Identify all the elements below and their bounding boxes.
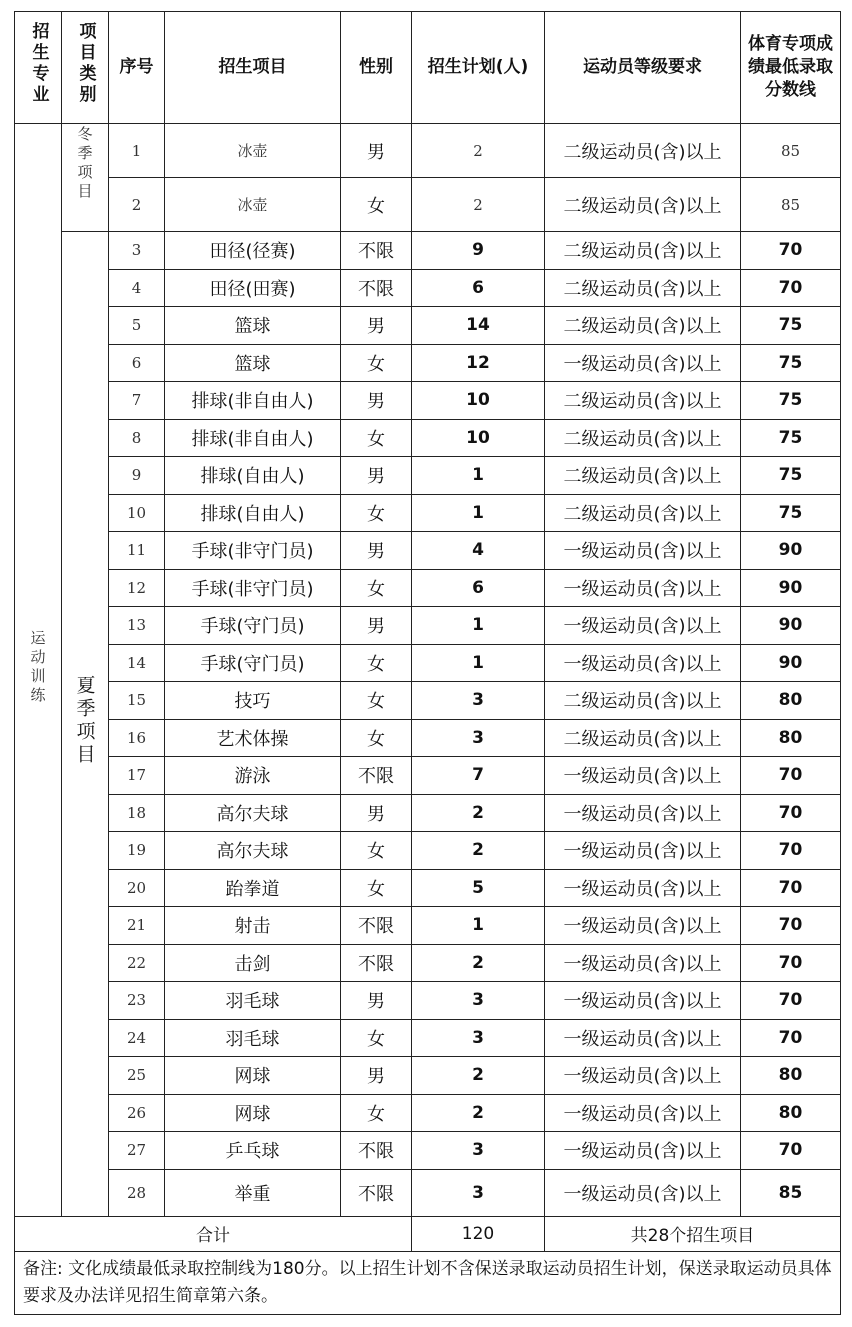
total-plan: 120 <box>412 1216 545 1251</box>
seq-cell: 26 <box>109 1094 165 1132</box>
project-cell: 篮球 <box>165 344 341 382</box>
header-category-label: 项目类别 <box>75 22 96 106</box>
plan-cell: 3 <box>412 982 545 1020</box>
seq-cell: 15 <box>109 682 165 720</box>
level-cell: 一级运动员(含)以上 <box>545 344 741 382</box>
level-cell: 二级运动员(含)以上 <box>545 232 741 270</box>
header-level: 运动员等级要求 <box>545 12 741 124</box>
header-plan: 招生计划(人) <box>412 12 545 124</box>
score-cell: 90 <box>741 569 841 607</box>
admission-plan-table <box>14 11 841 1315</box>
table-row <box>15 982 841 1020</box>
seq-cell: 5 <box>109 307 165 345</box>
gender-cell: 不限 <box>341 269 412 307</box>
seq-cell: 4 <box>109 269 165 307</box>
table-row <box>15 682 841 720</box>
major-cell <box>15 124 62 1217</box>
seq-cell: 3 <box>109 232 165 270</box>
header-major-label: 招生专业 <box>28 22 49 106</box>
major-label: 运动训练 <box>28 629 47 706</box>
score-cell: 80 <box>741 1057 841 1095</box>
gender-cell: 女 <box>341 832 412 870</box>
seq-cell: 21 <box>109 907 165 945</box>
table-row <box>15 869 841 907</box>
level-cell: 二级运动员(含)以上 <box>545 419 741 457</box>
table-row <box>15 1057 841 1095</box>
plan-cell: 7 <box>412 757 545 795</box>
score-cell: 75 <box>741 307 841 345</box>
plan-cell: 5 <box>412 869 545 907</box>
project-cell: 篮球 <box>165 307 341 345</box>
project-cell: 手球(非守门员) <box>165 532 341 570</box>
plan-cell: 2 <box>412 124 545 178</box>
gender-cell: 女 <box>341 344 412 382</box>
table-row <box>15 232 841 270</box>
table-row <box>15 832 841 870</box>
gender-cell: 女 <box>341 494 412 532</box>
note-row <box>15 1251 841 1314</box>
level-cell: 一级运动员(含)以上 <box>545 1132 741 1170</box>
seq-cell: 1 <box>109 124 165 178</box>
table-row <box>15 1169 841 1216</box>
level-cell: 一级运动员(含)以上 <box>545 1057 741 1095</box>
level-cell: 二级运动员(含)以上 <box>545 719 741 757</box>
seq-cell: 10 <box>109 494 165 532</box>
gender-cell: 女 <box>341 419 412 457</box>
project-cell: 田径(径赛) <box>165 232 341 270</box>
score-cell: 80 <box>741 682 841 720</box>
seq-cell: 16 <box>109 719 165 757</box>
gender-cell: 男 <box>341 532 412 570</box>
seq-cell: 8 <box>109 419 165 457</box>
level-cell: 一级运动员(含)以上 <box>545 1169 741 1216</box>
gender-cell: 女 <box>341 869 412 907</box>
table-row <box>15 907 841 945</box>
level-cell: 一级运动员(含)以上 <box>545 757 741 795</box>
table-row <box>15 307 841 345</box>
plan-cell: 1 <box>412 494 545 532</box>
plan-cell: 2 <box>412 794 545 832</box>
level-cell: 二级运动员(含)以上 <box>545 124 741 178</box>
seq-cell: 6 <box>109 344 165 382</box>
total-projects: 共28个招生项目 <box>545 1216 841 1251</box>
project-cell: 击剑 <box>165 944 341 982</box>
level-cell: 一级运动员(含)以上 <box>545 982 741 1020</box>
gender-cell: 不限 <box>341 1132 412 1170</box>
project-cell: 冰壶 <box>165 124 341 178</box>
plan-cell: 6 <box>412 569 545 607</box>
project-cell: 网球 <box>165 1094 341 1132</box>
level-cell: 一级运动员(含)以上 <box>545 944 741 982</box>
table-row <box>15 1019 841 1057</box>
project-cell: 射击 <box>165 907 341 945</box>
header-row <box>15 12 841 124</box>
project-cell: 排球(自由人) <box>165 457 341 495</box>
table-row <box>15 532 841 570</box>
score-cell: 75 <box>741 344 841 382</box>
gender-cell: 女 <box>341 1019 412 1057</box>
level-cell: 一级运动员(含)以上 <box>545 1019 741 1057</box>
score-cell: 70 <box>741 982 841 1020</box>
gender-cell: 女 <box>341 569 412 607</box>
level-cell: 一级运动员(含)以上 <box>545 532 741 570</box>
seq-cell: 25 <box>109 1057 165 1095</box>
level-cell: 二级运动员(含)以上 <box>545 457 741 495</box>
table-row <box>15 457 841 495</box>
seq-cell: 7 <box>109 382 165 420</box>
admission-table-wrapper <box>14 11 841 1315</box>
plan-cell: 10 <box>412 382 545 420</box>
project-cell: 高尔夫球 <box>165 832 341 870</box>
project-cell: 乒乓球 <box>165 1132 341 1170</box>
category-summer-cell <box>62 232 109 1217</box>
seq-cell: 18 <box>109 794 165 832</box>
plan-cell: 1 <box>412 907 545 945</box>
gender-cell: 女 <box>341 719 412 757</box>
score-cell: 70 <box>741 944 841 982</box>
seq-cell: 9 <box>109 457 165 495</box>
seq-cell: 11 <box>109 532 165 570</box>
plan-cell: 1 <box>412 644 545 682</box>
gender-cell: 男 <box>341 307 412 345</box>
score-cell: 70 <box>741 832 841 870</box>
seq-cell: 14 <box>109 644 165 682</box>
level-cell: 一级运动员(含)以上 <box>545 607 741 645</box>
header-seq: 序号 <box>109 12 165 124</box>
gender-cell: 不限 <box>341 907 412 945</box>
score-cell: 75 <box>741 382 841 420</box>
plan-cell: 1 <box>412 607 545 645</box>
table-row <box>15 794 841 832</box>
seq-cell: 2 <box>109 178 165 232</box>
table-row <box>15 644 841 682</box>
gender-cell: 不限 <box>341 944 412 982</box>
score-cell: 80 <box>741 719 841 757</box>
project-cell: 排球(非自由人) <box>165 382 341 420</box>
table-row <box>15 1132 841 1170</box>
table-row <box>15 494 841 532</box>
project-cell: 手球(非守门员) <box>165 569 341 607</box>
level-cell: 二级运动员(含)以上 <box>545 178 741 232</box>
header-project: 招生项目 <box>165 12 341 124</box>
gender-cell: 女 <box>341 178 412 232</box>
score-cell: 75 <box>741 494 841 532</box>
seq-cell: 28 <box>109 1169 165 1216</box>
table-row <box>15 178 841 232</box>
plan-cell: 2 <box>412 178 545 232</box>
level-cell: 二级运动员(含)以上 <box>545 307 741 345</box>
header-category <box>62 12 109 124</box>
level-cell: 一级运动员(含)以上 <box>545 644 741 682</box>
score-cell: 70 <box>741 1132 841 1170</box>
score-cell: 85 <box>741 178 841 232</box>
total-row <box>15 1216 841 1251</box>
project-cell: 艺术体操 <box>165 719 341 757</box>
table-row <box>15 344 841 382</box>
gender-cell: 女 <box>341 1094 412 1132</box>
score-cell: 70 <box>741 269 841 307</box>
plan-cell: 10 <box>412 419 545 457</box>
plan-cell: 2 <box>412 832 545 870</box>
level-cell: 一级运动员(含)以上 <box>545 832 741 870</box>
gender-cell: 男 <box>341 382 412 420</box>
level-cell: 一级运动员(含)以上 <box>545 794 741 832</box>
category-summer-label: 夏季项目 <box>73 675 96 768</box>
table-row <box>15 757 841 795</box>
seq-cell: 13 <box>109 607 165 645</box>
gender-cell: 男 <box>341 1057 412 1095</box>
plan-cell: 3 <box>412 719 545 757</box>
project-cell: 技巧 <box>165 682 341 720</box>
plan-cell: 3 <box>412 682 545 720</box>
score-cell: 90 <box>741 644 841 682</box>
seq-cell: 20 <box>109 869 165 907</box>
seq-cell: 24 <box>109 1019 165 1057</box>
table-row <box>15 419 841 457</box>
seq-cell: 12 <box>109 569 165 607</box>
score-cell: 75 <box>741 419 841 457</box>
table-row <box>15 719 841 757</box>
plan-cell: 12 <box>412 344 545 382</box>
score-cell: 75 <box>741 457 841 495</box>
table-row <box>15 1094 841 1132</box>
score-cell: 70 <box>741 907 841 945</box>
project-cell: 田径(田赛) <box>165 269 341 307</box>
level-cell: 一级运动员(含)以上 <box>545 569 741 607</box>
score-cell: 70 <box>741 1019 841 1057</box>
category-winter-cell <box>62 124 109 232</box>
gender-cell: 男 <box>341 982 412 1020</box>
plan-cell: 14 <box>412 307 545 345</box>
project-cell: 手球(守门员) <box>165 607 341 645</box>
level-cell: 一级运动员(含)以上 <box>545 869 741 907</box>
score-cell: 70 <box>741 232 841 270</box>
table-row <box>15 269 841 307</box>
table-row <box>15 607 841 645</box>
seq-cell: 23 <box>109 982 165 1020</box>
level-cell: 二级运动员(含)以上 <box>545 382 741 420</box>
table-row <box>15 382 841 420</box>
project-cell: 高尔夫球 <box>165 794 341 832</box>
plan-cell: 2 <box>412 1094 545 1132</box>
level-cell: 二级运动员(含)以上 <box>545 494 741 532</box>
note-text: 备注: 文化成绩最低录取控制线为180分。以上招生计划不含保送录取运动员招生计划，保送录取运动员具体要求及办法详见招生简章第六条。 <box>15 1251 841 1314</box>
plan-cell: 1 <box>412 457 545 495</box>
gender-cell: 男 <box>341 457 412 495</box>
level-cell: 二级运动员(含)以上 <box>545 269 741 307</box>
project-cell: 排球(自由人) <box>165 494 341 532</box>
project-cell: 手球(守门员) <box>165 644 341 682</box>
project-cell: 羽毛球 <box>165 1019 341 1057</box>
plan-cell: 2 <box>412 944 545 982</box>
plan-cell: 6 <box>412 269 545 307</box>
seq-cell: 17 <box>109 757 165 795</box>
level-cell: 一级运动员(含)以上 <box>545 907 741 945</box>
gender-cell: 男 <box>341 124 412 178</box>
project-cell: 游泳 <box>165 757 341 795</box>
project-cell: 网球 <box>165 1057 341 1095</box>
score-cell: 70 <box>741 757 841 795</box>
level-cell: 二级运动员(含)以上 <box>545 682 741 720</box>
table-row <box>15 569 841 607</box>
gender-cell: 女 <box>341 644 412 682</box>
plan-cell: 9 <box>412 232 545 270</box>
gender-cell: 不限 <box>341 232 412 270</box>
gender-cell: 不限 <box>341 1169 412 1216</box>
plan-cell: 2 <box>412 1057 545 1095</box>
plan-cell: 4 <box>412 532 545 570</box>
category-winter-label: 冬季项目 <box>75 126 94 202</box>
plan-cell: 3 <box>412 1019 545 1057</box>
seq-cell: 27 <box>109 1132 165 1170</box>
score-cell: 70 <box>741 869 841 907</box>
total-label: 合计 <box>15 1216 412 1251</box>
project-cell: 跆拳道 <box>165 869 341 907</box>
header-major <box>15 12 62 124</box>
gender-cell: 男 <box>341 794 412 832</box>
project-cell: 羽毛球 <box>165 982 341 1020</box>
score-cell: 90 <box>741 607 841 645</box>
score-cell: 85 <box>741 124 841 178</box>
gender-cell: 女 <box>341 682 412 720</box>
plan-cell: 3 <box>412 1132 545 1170</box>
score-cell: 90 <box>741 532 841 570</box>
gender-cell: 男 <box>341 607 412 645</box>
score-cell: 70 <box>741 794 841 832</box>
gender-cell: 不限 <box>341 757 412 795</box>
header-gender: 性别 <box>341 12 412 124</box>
plan-cell: 3 <box>412 1169 545 1216</box>
project-cell: 冰壶 <box>165 178 341 232</box>
table-row <box>15 124 841 178</box>
score-cell: 85 <box>741 1169 841 1216</box>
seq-cell: 19 <box>109 832 165 870</box>
seq-cell: 22 <box>109 944 165 982</box>
project-cell: 举重 <box>165 1169 341 1216</box>
table-row <box>15 944 841 982</box>
header-score: 体育专项成绩最低录取分数线 <box>741 12 841 124</box>
project-cell: 排球(非自由人) <box>165 419 341 457</box>
level-cell: 一级运动员(含)以上 <box>545 1094 741 1132</box>
score-cell: 80 <box>741 1094 841 1132</box>
